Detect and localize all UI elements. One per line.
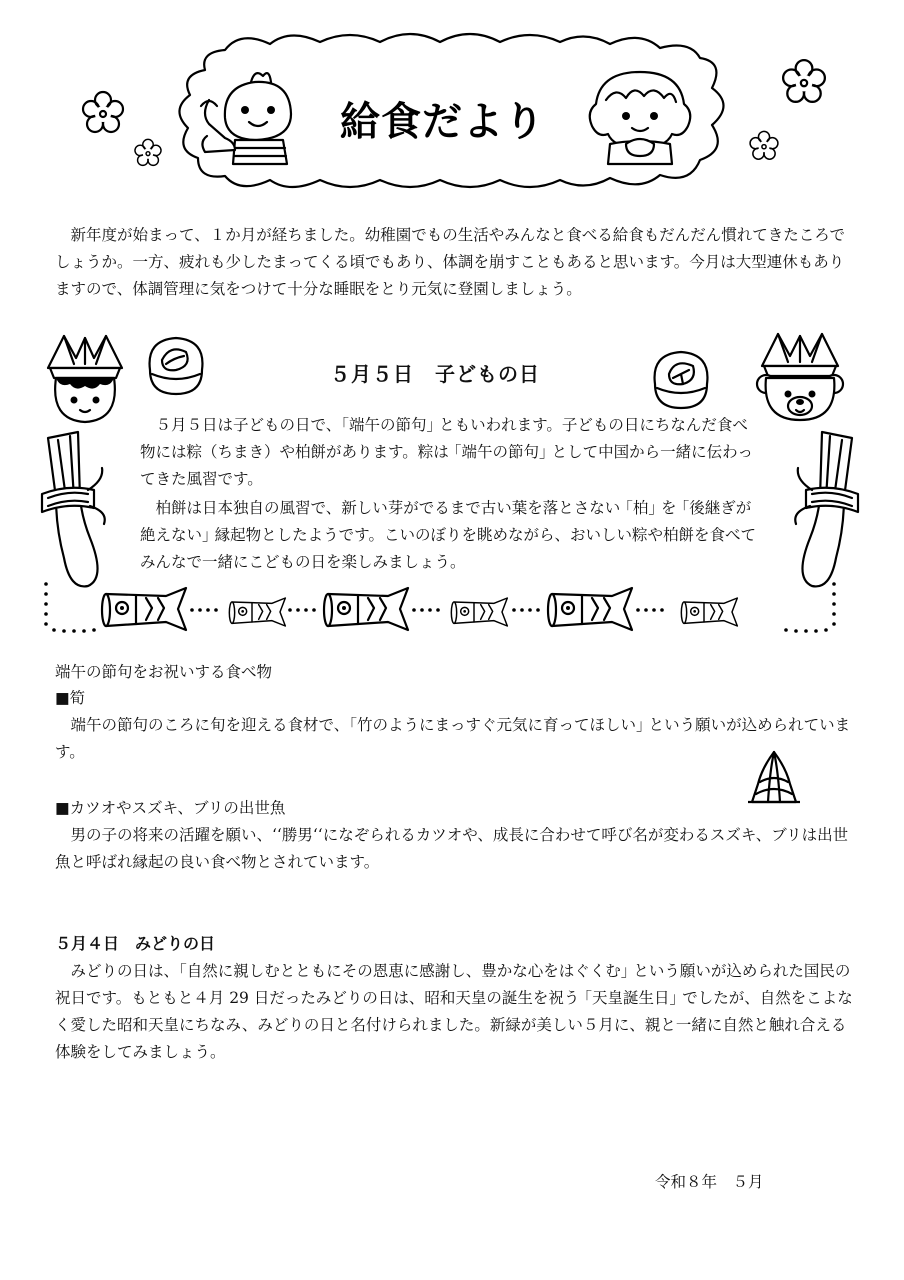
flower-icon xyxy=(80,90,126,136)
bamboo-shoot-icon xyxy=(748,748,800,806)
flower-icon xyxy=(780,58,828,106)
food-item-text: 男の子の将来の活躍を願い、‘‘勝男‘‘になぞられるカツオや、成長に合わせて呼び名が変わるスズキ、ブリは出世魚と呼ばれ縁起の良い食べ物とされています。 xyxy=(55,826,849,871)
festival-foods-heading: 端午の節句をお祝いする食べ物 xyxy=(55,663,273,681)
chimaki-icon xyxy=(28,428,108,593)
childrens-day-paragraph-1: ５月５日は子どもの日で、｢端午の節句｣ ともいわれます。子どもの日にちなんだ食べ物には粽（ちまき）や柏餅があります。粽は ｢端午の節句｣ として中国から一緒に伝わってきた風習です。 xyxy=(140,416,753,488)
chimaki-icon xyxy=(792,428,872,593)
header-banner xyxy=(0,0,904,200)
food-item-title: ■筍 xyxy=(55,689,86,707)
issue-date: 令和８年 ５月 xyxy=(655,1173,764,1191)
flower-icon xyxy=(748,130,780,162)
intro-paragraph: 新年度が始まって、１か月が経ちました。幼稚園でもの生活やみんなと食べる給食もだんだん慣れてきたころでしょうか。一方、疲れも少したまってくる頃でもあり、体調を崩すこともあると思います。今月は大型連休もありますので、体調管理に気をつけて十分な睡眠をとり元気に登園しましょう。 xyxy=(55,226,846,298)
koinobori-icon xyxy=(228,594,288,630)
food-item-title: ■カツオやスズキ、ブリの出世魚 xyxy=(55,799,286,817)
childrens-day-paragraph-2: 柏餅は日本独自の風習で、新しい芽がでるまで古い葉を落とさない ｢柏｣ を ｢後継ぎが絶えない｣ 縁起物としたようです。こいのぼりを眺めながら、おいしい粽や柏餅を食べてみんなで一緒にこどもの日を楽しみましょう。 xyxy=(140,499,756,571)
boy-character-icon xyxy=(195,66,325,166)
greenery-day-paragraph: みどりの日は、｢自然に親しむとともにその恩恵に感謝し、豊かな心をはぐくむ｣ という願いが込められた国民の祝日です。もともと４月 29 日だったみどりの日は、昭和天皇の誕生を祝う ｢天皇誕生日｣ でしたが、自然をこよなく愛した昭和天皇にちなみ、みどりの日と名付けられました。新緑が美しい５月に、親と一緒に自然と触れ合える体験をしてみましょう。 xyxy=(55,962,853,1061)
koinobori-icon xyxy=(680,594,740,630)
kabuto-child-icon xyxy=(40,328,130,428)
childrens-day-heading: ５月５日 子どもの日 xyxy=(330,362,540,386)
koinobori-icon xyxy=(100,584,190,634)
koinobori-icon xyxy=(450,594,510,630)
koinobori-icon xyxy=(546,584,636,634)
flower-icon xyxy=(133,138,163,168)
girl-character-icon xyxy=(576,64,706,168)
koinobori-icon xyxy=(322,584,412,634)
newsletter-title: 給食だより xyxy=(340,99,545,145)
kashiwa-mochi-icon xyxy=(645,344,717,416)
food-item-text: 端午の節句のころに旬を迎える食材で、｢竹のようにまっすぐ元気に育ってほしい｣ という願いが込められています。 xyxy=(55,716,851,761)
kabuto-bear-icon xyxy=(752,326,848,426)
kashiwa-mochi-icon xyxy=(140,330,212,402)
greenery-day-heading: ５月４日 みどりの日 xyxy=(55,934,216,953)
